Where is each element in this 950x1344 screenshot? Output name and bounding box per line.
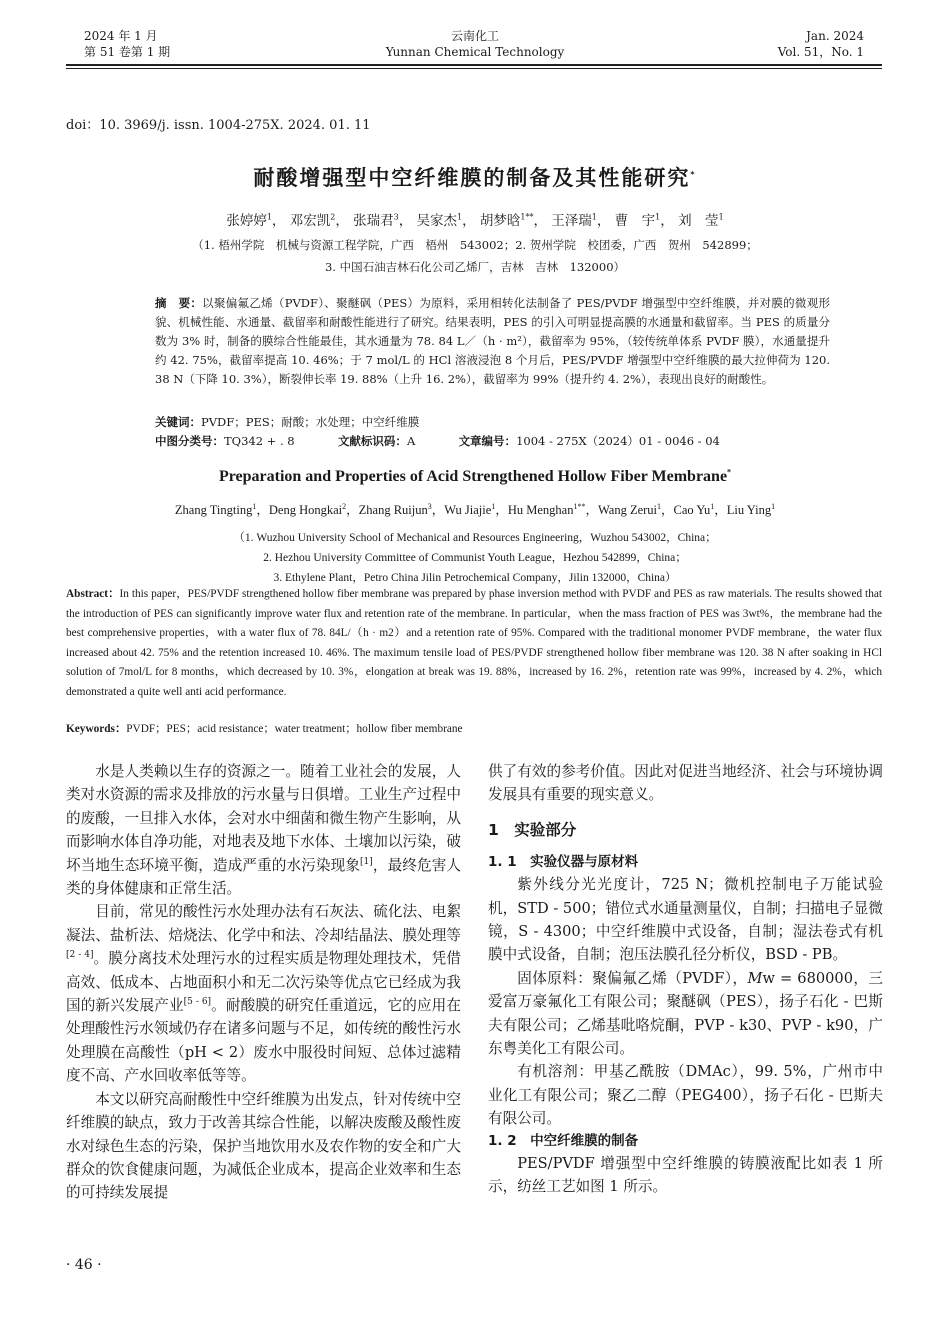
paragraph-text: 水是人类赖以生存的资源之一。随着工业社会的发展，人类对水资源的需求及排放的污水量与日俱增。工业生产过程中的废酸，一旦排入水体，会对水中细菌和微生物产生影响，从而影响水体自净功能，对地表及地下水体、土壤加以污染，破坏当地生态环境平衡，造成严重的水污染现象 [66, 763, 461, 874]
affiliation-en-line: 3. Ethylene Plant，Petro China Jilin Petrochemical Company，Jilin 132000，China） [273, 572, 677, 584]
author-cn: 曹 宇 [614, 213, 656, 229]
keywords-en [66, 720, 463, 736]
affiliations-en [0, 528, 950, 588]
paragraph-text: w = 680000，三爱富万豪氟化工有限公司；聚醚砜（PES），扬子石化 - 巴斯夫有限公司；乙烯基吡咯烷酮，PVP - k30、PVP - k90，广东粤美化工有限公司。 [488, 969, 883, 1058]
article-no-label: 文章编号： [458, 434, 517, 448]
abstract-en [66, 585, 882, 703]
body-left-column [66, 760, 461, 1205]
title-en-mark: * [727, 467, 732, 477]
authors-en: Zhang Tingting$^1$，Deng Hongkai$^2$，Zhang Ruijun$^3$，Wu Jiajie$^1$，Hu Menghan$^{1**}$，Wang Zerui$^1$，Cao Yu$^1$，Liu Ying$^1$ [174, 501, 776, 517]
authors-cn: 张婷婷$^1$， 邓宏凯$^2$， 张瑞君$^3$， 吴家杰$^1$， 胡梦晗$^{1**}$， 王泽瑞$^1$， 曹 宇$^1$， 刘 莹$^1$ [226, 212, 724, 229]
author-en: Liu Ying [726, 503, 772, 517]
header-date-cn: 2024 年 1 月 [84, 29, 158, 43]
header-issue-info-en [778, 28, 864, 60]
affiliation-cn-line: （1. 梧州学院 机械与资源工程学院，广西 梧州 543002；2. 贺州学院 校团委，广西 贺州 542899； [192, 238, 758, 252]
author-cn: 王泽瑞 [551, 213, 592, 229]
author-en: Wu Jiajie [444, 503, 492, 517]
paragraph: 本文以研究高耐酸性中空纤维膜为出发点，针对传统中空纤维膜的缺点，致力于改善其综合性能，以解决废酸及酸性废水对绿色生态的污染，保护当地饮用水及农作物的安全和广大群众的饮食健康问题，为减低企业成本，提高企业效率和生态的可持续发展提 [66, 1090, 461, 1202]
classification-row [155, 432, 795, 450]
class-value: TQ342 + . 8 [224, 434, 295, 448]
keywords-cn-label: 关键词： [155, 415, 201, 429]
author-sup: 1 [491, 501, 496, 511]
author-sup: 1** [520, 212, 534, 222]
author-sup: 1 [710, 501, 715, 511]
abstract-cn-label: 摘 要： [155, 296, 203, 310]
paragraph-text: ，最终危害人类的身体健康和正常生活。 [66, 856, 461, 898]
body-right-column [488, 760, 883, 1199]
paragraph: 有机溶剂：甲基乙酰胺（DMAc），99. 5%，广州市中业化工有限公司；聚乙二醇（PEG400），扬子石化 - 巴斯夫有限公司。 [488, 1063, 883, 1128]
header-volume-cn: 第 51 卷第 1 期 [84, 45, 171, 59]
header-date-en: Jan. 2024 [806, 29, 864, 43]
paragraph-text: 。耐酸膜的研究任重道远，它的应用在处理酸性污水领域仍存在诸多问题与不足，如传统的酸性污水处理膜在高酸性（pH < 2）废水中服役时间短、总体过滤精度不高、产水回收率低等等。 [66, 997, 461, 1085]
abstract-cn-text: 以聚偏氟乙烯（PVDF）、聚醚砜（PES）为原料，采用相转化法制备了 PES/PVDF 增强型中空纤维膜，并对膜的微观形貌、机械性能、水通量、截留率和耐酸性能进行了研究。结果表明，PES 的引入可明显提高膜的水通量和截留率。当 PES 的质量分数为 3% 时，制备的膜综合性能最佳，其水通量为 78. 84 L／（h · m²），截留率为 95%，（较传统单体系 PVDF 膜），水通量提升约 42. 75%，截留率提高 10. 46%；于 7 mol/L 的 HCl 溶液浸泡 8 个月后，PES/PVDF 增强型中空纤维膜的最大拉伸荷为 120. 38 N（下降 10. 3%），断裂伸长率 19. 88%（上升 16. 2%），截留率为 99%（提升约 4. 2%），表现出良好的耐酸性。 [155, 296, 831, 386]
keywords-en-label: Keywords： [66, 723, 127, 735]
author-sup: 2 [330, 212, 336, 222]
author-sup: 1 [457, 212, 463, 222]
paragraph: 紫外线分光光度计，725 N；微机控制电子万能试验机，STD - 500；错位式水通量测量仪，自制；扫描电子显微镜，S - 4300；中空纤维膜中式设备，自制；湿法卷式有机膜中式设备，自制；泡压法膜孔径分析仪，BSD - PB。 [488, 876, 883, 964]
author-sup: 1 [771, 501, 776, 511]
title-cn [0, 162, 950, 192]
title-en-text: Preparation and Properties of Acid Strengthened Hollow Fiber Membrane [218, 468, 728, 485]
author-en: Deng Hongkai [268, 503, 343, 517]
abstract-en-text: In this paper，PES/PVDF strengthened hollow fiber membrane was prepared by phase inversion method with PVDF and PES as raw materials. The results showed that the introduction of PES can significantly improve water flux and retention rate of the membrane. In particular，when the mass fraction of PES was 3wt%，the membrane had the best comprehensive properties，with a water flux of 78. 84L/（h · m2）and a retention rate of 95%. Compared with the traditional monomer PVDF membrane，the water flux increased about 42. 75% and the retention increased 10. 46%. The maximum tensile load of PES/PVDF strengthened hollow fiber membrane was 120. 38 N after soaking in HCl solution of 7mol/L for 8 months，which decreased by 10. 3%，elongation at break was 19. 88%，increased by 16. 2%，retention rate was 99%，increased by 4. 2%，which demonstrated a quite well anti acid performance. [66, 588, 882, 698]
author-en: Cao Yu [673, 503, 711, 517]
title-cn-text: 耐酸增强型中空纤维膜的制备及其性能研究 [253, 166, 691, 190]
abstract-en-label: Abstract： [66, 588, 120, 600]
author-cn: 张瑞君 [353, 213, 394, 229]
author-sup: 3 [393, 212, 399, 222]
author-sup: 3 [427, 501, 432, 511]
citation: [5 - 6] [183, 997, 212, 1008]
paragraph-text: 固体原料：聚偏氟乙烯（PVDF）， [517, 969, 748, 987]
doc-code-label: 文献标识码： [337, 434, 407, 448]
header-volume-en: Vol. 51，No. 1 [777, 45, 864, 59]
affiliation-en-line: （1. Wuzhou University School of Mechanical and Resources Engineering，Wuzhou 543002，China； [233, 532, 717, 544]
article-no-value: 1004 - 275X（2024）01 - 0046 - 04 [516, 434, 720, 448]
affiliations-cn [0, 234, 950, 278]
keywords-en-text: PVDF；PES；acid resistance；water treatment；hollow fiber membrane [126, 723, 463, 735]
author-cn: 胡梦晗 [479, 213, 521, 229]
paragraph-text: 目前，常见的酸性污水处理办法有石灰法、硫化法、电絮凝法、盐析法、焙烧法、化学中和法、冷却结晶法、膜处理等 [66, 903, 461, 944]
keywords-cn [155, 413, 419, 431]
author-sup: 1** [573, 501, 586, 511]
author-en: Hu Menghan [507, 503, 574, 517]
author-sup: 1 [252, 501, 257, 511]
header-rule-thin [66, 68, 882, 69]
paragraph [66, 760, 461, 900]
header-journal-cn: 云南化工 [450, 29, 499, 43]
subsection-heading: 1. 1 实验仪器与原材料 [488, 854, 639, 871]
subsection-heading: 1. 2 中空纤维膜的制备 [488, 1132, 639, 1149]
author-sup: 1 [266, 212, 272, 222]
author-sup: 1 [657, 501, 662, 511]
header-journal-en: Yunnan Chemical Technology [385, 45, 565, 59]
author-cn: 吴家杰 [416, 213, 457, 229]
author-sup: 1 [718, 212, 724, 222]
affiliation-cn-line: 3. 中国石油吉林石化公司乙烯厂，吉林 吉林 132000） [324, 260, 626, 274]
keywords-cn-text: PVDF；PES；耐酸；水处理；中空纤维膜 [201, 415, 420, 429]
citation: [2 - 4] [66, 950, 94, 961]
author-sup: 1 [591, 212, 597, 222]
author-en: Zhang Ruijun [358, 503, 428, 517]
author-cn: 刘 莹 [678, 213, 719, 229]
paragraph: PES/PVDF 增强型中空纤维膜的铸膜液配比如表 1 所示，纺丝工艺如图 1 所示。 [488, 1154, 883, 1196]
author-en: Wang Zerui [597, 503, 658, 517]
doi: doi：10. 3969/j. issn. 1004-275X. 2024. 01. 11 [66, 118, 371, 133]
class-label: 中图分类号： [155, 434, 224, 448]
affiliation-en-line: 2. Hezhou University Committee of Communist Youth League，Hezhou 542899，China； [263, 552, 687, 564]
author-cn: 张婷婷 [226, 213, 267, 229]
paragraph [66, 900, 461, 1087]
author-en: Zhang Tingting [174, 503, 253, 517]
title-en [0, 468, 950, 486]
author-sup: 2 [342, 501, 347, 511]
citation: [1] [360, 856, 373, 867]
author-sup: 1 [655, 212, 661, 222]
page-number: · 46 · [66, 1257, 102, 1273]
section-heading: 1 实验部分 [488, 820, 577, 839]
title-cn-mark: * [690, 170, 697, 179]
doc-code-value: A [406, 434, 416, 448]
paragraph-text: 。膜分离技术处理污水的过程实质是物理处理技术，凭借高效、低成本、占地面积小和无二次污染等优点它已经成为我国的新兴发展产业 [66, 950, 461, 1015]
header-rule-thick [66, 64, 882, 66]
author-cn: 邓宏凯 [289, 213, 331, 229]
symbol-mw: M [747, 969, 763, 987]
abstract-cn [155, 294, 830, 389]
paragraph [488, 967, 883, 1061]
paragraph: 供了有效的参考价值。因此对促进当地经济、社会与环境协调发展具有重要的现实意义。 [488, 763, 883, 804]
